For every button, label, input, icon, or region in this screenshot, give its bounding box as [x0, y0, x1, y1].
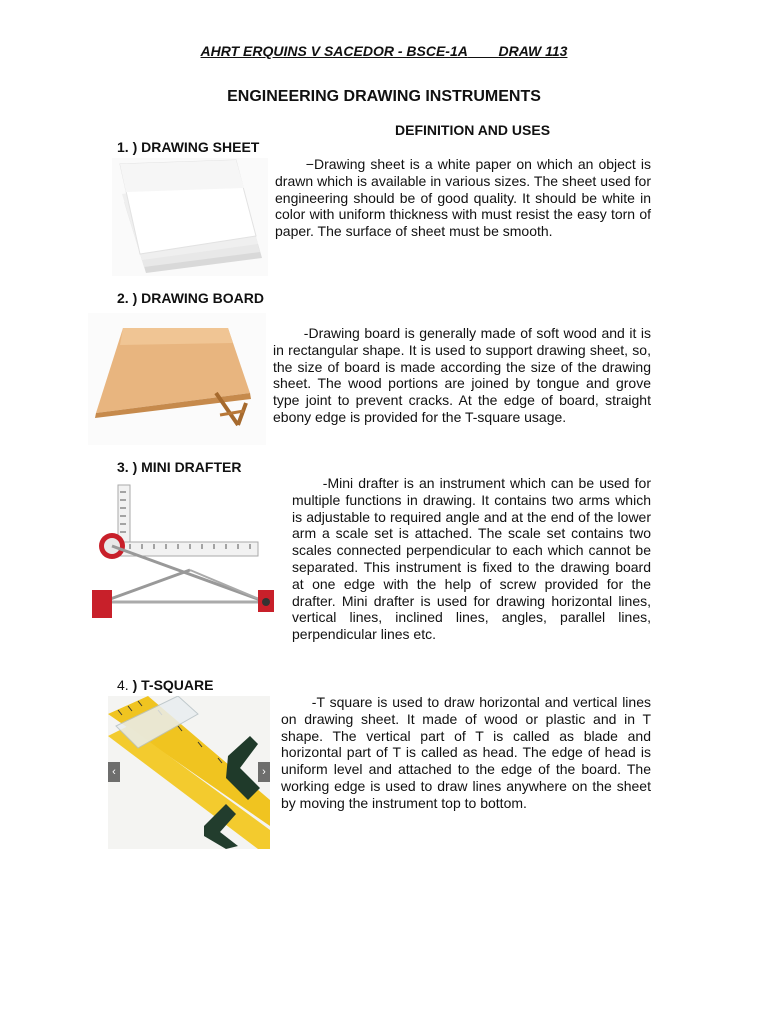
section-text-mini-drafter: -Mini drafter is an instrument which can be used for multiple functions in drawing. It contains two arms which is adjustable to required angle and at the end of the lower arm a scale set is attached. The scale set contains two scales connected perpendicular to each which cannot be separated. This instrument is fixed to the drawing board at one edge with the help of screw provided for the drafter. Mini drafter is used for drawing horizontal lines, vertical lines, inclined lines, angles, parallel lines, perpendicular lines etc. [292, 475, 651, 643]
section-heading-drawing-sheet [117, 139, 259, 155]
author-line: AHRT ERQUINS V SACEDOR - BSCE-1A [200, 43, 468, 59]
section-heading-text: ) T-SQUARE [132, 677, 214, 693]
document-subtitle: DEFINITION AND USES [395, 122, 551, 138]
section-text-drawing-board: -Drawing board is generally made of soft wood and it is in rectangular shape. It is used to support drawing sheet, so, the size of board is made according the size of the drawing sheet. The wood portions are joined by tongue and grove type joint to prevent cracks. At the edge of board, straight ebony edge is provided for the T-square usage. [273, 325, 651, 425]
section-heading-text: ) MINI DRAFTER [132, 459, 242, 475]
section-heading-mini-drafter [117, 459, 241, 475]
section-text-drawing-sheet: −Drawing sheet is a white paper on which an object is drawn which is available in various sizes. The sheet used for engineering should be of good quality. It should be white in color with uniform thickness with must resist the easy torn of paper. The surface of sheet must be smooth. [275, 156, 651, 240]
section-number: 2. [117, 290, 129, 306]
section-heading-text: ) DRAWING BOARD [132, 290, 265, 306]
image-prev-arrow[interactable]: ‹ [108, 762, 120, 782]
section-number: 1. [117, 139, 129, 155]
section-heading-text: ) DRAWING SHEET [132, 139, 260, 155]
section-heading-t-square [117, 677, 213, 693]
section-number: 3. [117, 459, 129, 475]
section-number: 4. [117, 677, 129, 693]
mini-drafter-image [90, 480, 290, 632]
image-next-arrow[interactable]: › [258, 762, 270, 782]
document-header [0, 43, 768, 59]
drawing-board-image [88, 313, 266, 445]
section-heading-drawing-board [117, 290, 264, 306]
drawing-sheet-image [112, 158, 268, 276]
document-title: ENGINEERING DRAWING INSTRUMENTS [227, 88, 541, 105]
course-code: DRAW 113 [498, 43, 568, 59]
t-square-image [108, 696, 270, 849]
section-text-t-square: -T square is used to draw horizontal and vertical lines on drawing sheet. It made of wood or plastic and in T shape. The vertical part of T is called as blade and horizontal part of T is called as head. The edge of head is uniform level and attached to the edge of the board. The working edge is used to draw lines anywhere on the sheet by moving the instrument top to bottom. [281, 694, 651, 811]
